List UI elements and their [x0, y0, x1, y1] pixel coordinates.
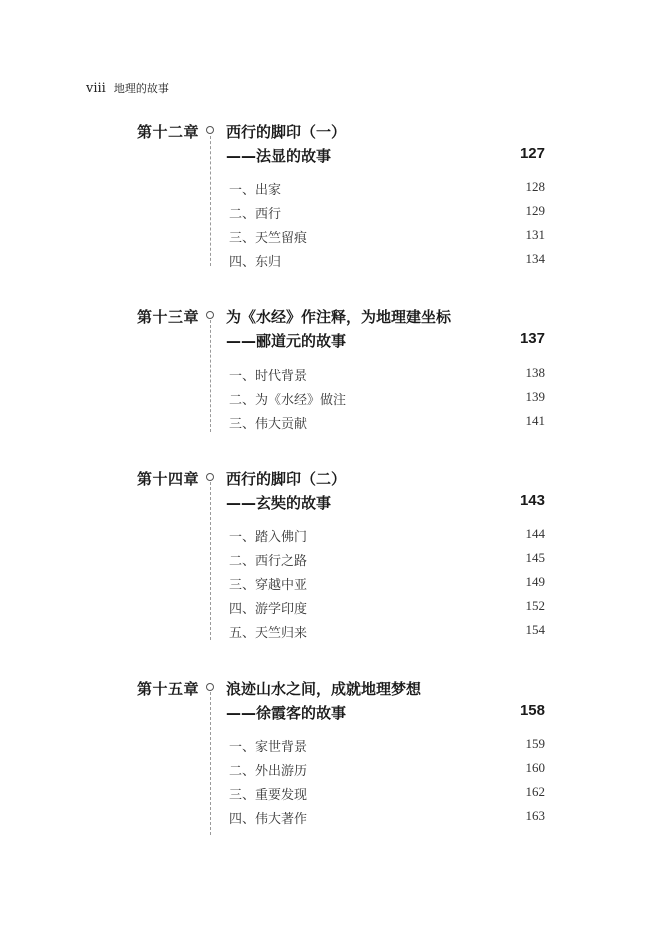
- page-header: [86, 80, 169, 96]
- chapter-subtitle: ——郦道元的故事: [226, 332, 347, 350]
- section-page: 144: [525, 526, 545, 541]
- toc-rule: [210, 482, 211, 640]
- chapter-bullet-icon: [206, 311, 214, 319]
- section-title: 一、时代背景: [229, 369, 308, 384]
- section-title: 一、踏入佛门: [229, 530, 308, 545]
- chapter-subtitle: ——玄奘的故事: [226, 494, 332, 512]
- chapter-bullet-icon: [206, 683, 214, 691]
- section-title: 三、穿越中亚: [229, 578, 308, 593]
- chapter-title: 浪迹山水之间，成就地理梦想: [226, 680, 422, 698]
- section-page: 149: [525, 574, 545, 589]
- chapter-number: 第十三章: [137, 308, 200, 326]
- chapter-title: 西行的脚印（一）: [226, 123, 347, 141]
- section-page: 145: [525, 550, 545, 565]
- chapter-page: 137: [519, 330, 545, 347]
- section-page: 159: [525, 736, 545, 751]
- section-title: 二、为《水经》做注: [229, 393, 347, 408]
- section-title: 四、游学印度: [229, 602, 308, 617]
- toc-rule: [210, 136, 211, 266]
- section-page: 138: [525, 365, 545, 380]
- section-page: 139: [525, 389, 545, 404]
- toc-rule: [210, 320, 211, 432]
- chapter-bullet-icon: [206, 126, 214, 134]
- section-title: 三、伟大贡献: [229, 417, 308, 432]
- chapter-number: 第十五章: [137, 680, 200, 698]
- chapter-page: 127: [519, 145, 545, 162]
- chapter-number: 第十四章: [137, 470, 200, 488]
- section-page: 128: [525, 179, 545, 194]
- page-folio: viii: [86, 81, 106, 96]
- section-page: 134: [525, 251, 545, 266]
- section-title: 一、出家: [229, 183, 282, 198]
- section-title: 五、天竺归来: [229, 626, 308, 641]
- chapter-bullet-icon: [206, 473, 214, 481]
- chapter-page: 158: [519, 702, 545, 719]
- section-title: 二、西行之路: [229, 554, 308, 569]
- section-page: 162: [525, 784, 545, 799]
- chapter-subtitle: ——法显的故事: [226, 147, 332, 165]
- section-page: 154: [525, 622, 545, 637]
- section-page: 152: [525, 598, 545, 613]
- section-page: 131: [525, 227, 545, 242]
- toc-rule: [210, 692, 211, 835]
- section-page: 160: [525, 760, 545, 775]
- section-title: 一、家世背景: [229, 740, 308, 755]
- chapter-number: 第十二章: [137, 123, 200, 141]
- section-title: 三、重要发现: [229, 788, 308, 803]
- chapter-page: 143: [519, 492, 545, 509]
- section-title: 二、西行: [229, 207, 282, 222]
- section-page: 141: [525, 413, 545, 428]
- chapter-title: 西行的脚印（二）: [226, 470, 347, 488]
- section-title: 四、伟大著作: [229, 812, 308, 827]
- chapter-title: 为《水经》作注释，为地理建坐标: [226, 308, 452, 326]
- chapter-subtitle: ——徐霞客的故事: [226, 704, 347, 722]
- running-title: 地理的故事: [113, 82, 169, 95]
- section-title: 三、天竺留痕: [229, 231, 308, 246]
- section-title: 四、东归: [229, 255, 282, 270]
- section-page: 129: [525, 203, 545, 218]
- section-page: 163: [525, 808, 545, 823]
- section-title: 二、外出游历: [229, 764, 308, 779]
